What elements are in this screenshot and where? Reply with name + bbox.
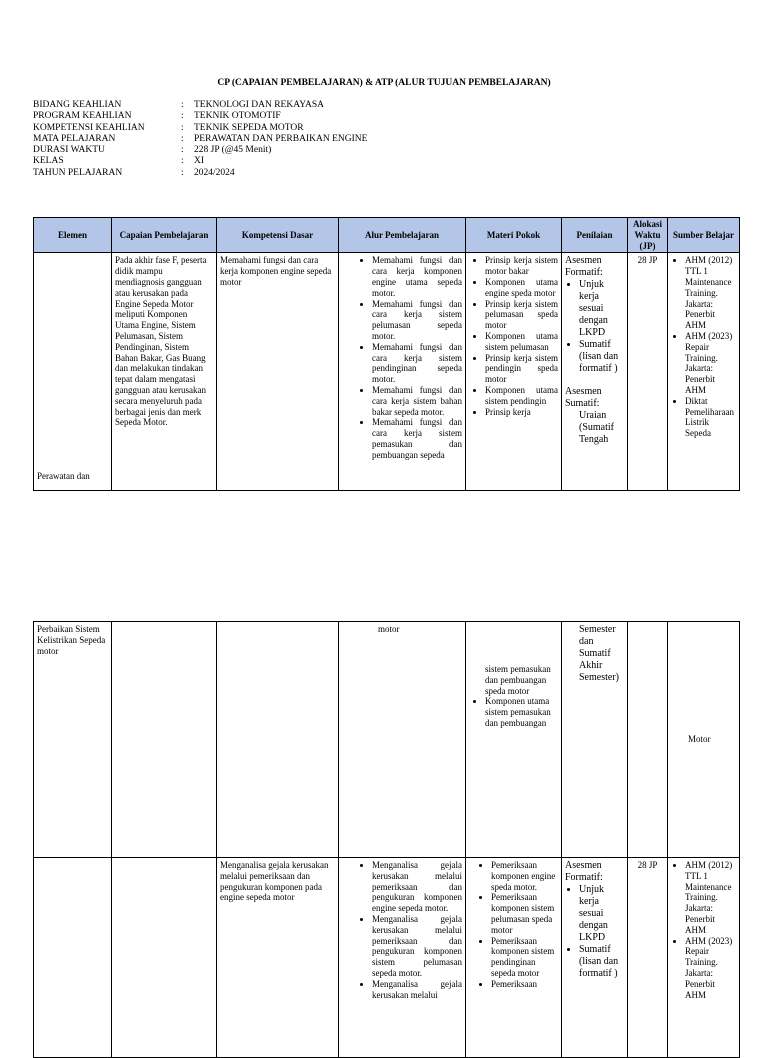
list-item: • Pemeriksaan komponen sistem pelumasan speda motor	[491, 892, 558, 935]
list-item: • Komponen utama sistem pendingin	[485, 385, 558, 407]
list-item: • AHM (2012) TTL 1 Maintenance Training. Jakarta: Penerbit AHM	[685, 860, 736, 936]
list-item: • Menganalisa gejala kerusakan melalui pemeriksaan dan pengukuran komponen sistem pelumasan sepeda motor.	[372, 914, 462, 979]
info-row: DURASI WAKTU : 228 JP (@45 Menit)	[33, 145, 272, 156]
info-row: MATA PELAJARAN : PERAWATAN DAN PERBAIKAN ENGINE	[33, 133, 368, 144]
cell-sumber: Motor	[668, 622, 740, 858]
header-capaian: Capaian Pembelajaran	[112, 218, 217, 253]
list-item: • Memahami fungsi dan cara kerja sistem pelumasan sepeda motor.	[372, 299, 462, 342]
cell-elemen	[34, 858, 112, 1058]
cell-penilaian	[562, 622, 628, 858]
list-item: • Unjuk kerja sesuai dengan LKPD	[579, 884, 624, 944]
alur-cont: motor	[378, 624, 400, 634]
table-row	[34, 622, 740, 858]
info-row: TAHUN PELAJARAN : 2024/2024	[33, 167, 235, 178]
list-item: • Prinsip kerja	[485, 407, 558, 418]
table-header-row	[34, 218, 740, 253]
cell-sumber	[668, 858, 740, 1058]
cell-materi	[466, 858, 562, 1058]
info-row: KELAS : XI	[33, 156, 205, 167]
list-item: • Menganalisa gejala kerusakan melalui	[372, 979, 462, 1001]
penilaian-cont: Semester dan Sumatif Akhir Semester)	[579, 624, 619, 683]
cell-kompetensi	[217, 622, 339, 858]
header-alokasi: Alokasi Waktu (JP)	[628, 218, 668, 253]
header-alur: Alur Pembelajaran	[339, 218, 466, 253]
list-item: • Prinsip kerja sistem pelumasan speda motor	[485, 299, 558, 331]
cp-atp-table-page1	[33, 217, 740, 491]
header-elemen: Elemen	[34, 218, 112, 253]
cell-materi	[466, 622, 562, 858]
cell-capaian	[112, 622, 217, 858]
list-item: • AHM (2023) Repair Training. Jakarta: Penerbit AHM	[685, 936, 736, 1001]
cell-elemen: Perbaikan Sistem Kelistrikan Sepeda motor	[34, 622, 112, 858]
header-penilaian: Penilaian	[562, 218, 628, 253]
document-title: CP (CAPAIAN PEMBELAJARAN) & ATP (ALUR TUJUAN PEMBELAJARAN)	[217, 78, 551, 88]
list-item: • Sumatif (lisan dan formatif )	[579, 339, 624, 375]
cp-atp-table-page2	[33, 621, 740, 1058]
cell-penilaian	[562, 858, 628, 1058]
list-item: • Menganalisa gejala kerusakan melalui pemeriksaan dan pengukuran komponen engine sepeda motor.	[372, 860, 462, 914]
cell-alokasi	[628, 622, 668, 858]
cell-sumber	[668, 253, 740, 491]
list-item: • Komponen utama sistem pelumasan	[485, 331, 558, 353]
info-row: PROGRAM KEAHLIAN : TEKNIK OTOMOTIF	[33, 111, 281, 122]
cell-kompetensi: Memahami fungsi dan cara kerja komponen engine sepeda motor	[217, 253, 339, 491]
sumatif-text: Uraian (Sumatif Tengah	[579, 410, 614, 446]
list-item: • Pemeriksaan	[491, 979, 558, 990]
info-row: BIDANG KEAHLIAN : TEKNOLOGI DAN REKAYASA	[33, 100, 325, 110]
table-row	[34, 253, 740, 491]
header-materi: Materi Pokok	[466, 218, 562, 253]
list-item: • Memahami fungsi dan cara kerja sistem pemasukan dan pembuangan sepeda	[372, 417, 462, 460]
table-row	[34, 858, 740, 1058]
list-item: • Unjuk kerja sesuai dengan LKPD	[579, 279, 624, 339]
list-item: • Pemeriksaan komponen sistem pendinginan sepeda motor	[491, 936, 558, 979]
list-item: • Prinsip kerja sistem pendingin speda motor	[485, 353, 558, 385]
cell-kompetensi: Menganalisa gejala kerusakan melalui pemeriksaan dan pengukuran komponen pada engine sepeda motor	[217, 858, 339, 1058]
list-item: • AHM (2012) TTL 1 Maintenance Training. Jakarta: Penerbit AHM	[685, 255, 736, 331]
cell-alokasi: 28 JP	[628, 858, 668, 1058]
identity-info-table	[33, 100, 367, 179]
header-sumber: Sumber Belajar	[668, 218, 740, 253]
cell-elemen: Perawatan dan	[34, 253, 112, 491]
list-item: • AHM (2023) Repair Training. Jakarta: Penerbit AHM	[685, 331, 736, 396]
cell-penilaian	[562, 253, 628, 491]
cell-alur	[339, 253, 466, 491]
list-item: • Memahami fungsi dan cara kerja komponen engine utama sepeda motor.	[372, 255, 462, 298]
cell-alokasi: 28 JP	[628, 253, 668, 491]
formatif-title: Asesmen Formatif:	[565, 860, 603, 883]
list-item: • Pemeriksaan komponen engine speda motor.	[491, 860, 558, 892]
info-row: KOMPETENSI KEAHLIAN : TEKNIK SEPEDA MOTOR	[33, 122, 304, 133]
cell-capaian: Pada akhir fase F, peserta didik mampu mendiagnosis gangguan atau kerusakan pada Engine Sepeda Motor meliputi Komponen Utama Engine, Sistem Pelumasan, Sistem Pendinginan, Sistem Bahan Bakar, Gas Buang dan melakukan tindakan tepat dalam mengatasi gangguan atau kerusakan secara menyeluruh pada berbagai jenis dan merk Sepeda Motor.	[112, 253, 217, 491]
list-item: • Prinsip kerja sistem motor bakar	[485, 255, 558, 277]
sumatif-title: Asesmen Sumatif:	[565, 386, 602, 410]
header-kompetensi: Kompetensi Dasar	[217, 218, 339, 253]
cell-materi	[466, 253, 562, 491]
list-item: • Memahami fungsi dan cara kerja sistem pendinginan sepeda motor.	[372, 342, 462, 385]
cell-alur	[339, 858, 466, 1058]
list-item: • Komponen utama sistem pemasukan dan pembuangan	[485, 696, 558, 728]
list-item: • Memahami fungsi dan cara kerja sistem bahan bakar sepeda motor.	[372, 385, 462, 417]
formatif-title: Asesmen Formatif:	[565, 255, 603, 279]
list-item: • Sumatif (lisan dan formatif )	[579, 944, 624, 980]
list-item: • Diktat Pemeliharaan Listrik Sepeda	[685, 396, 736, 439]
cell-capaian	[112, 858, 217, 1058]
list-item: • Komponen utama engine speda motor	[485, 277, 558, 299]
materi-cont: sistem pemasukan dan pembuangan speda motor	[485, 664, 551, 696]
cell-alur	[339, 622, 466, 858]
